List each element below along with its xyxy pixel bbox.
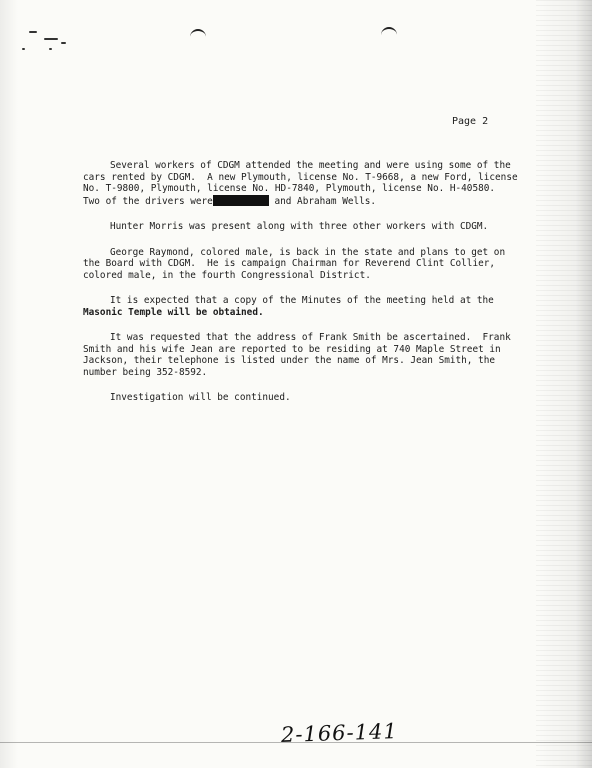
redaction-block	[213, 195, 269, 206]
text-line-redacted: Two of the drivers were and Abraham Wells.	[83, 195, 377, 207]
text-line: Smith and his wife Jean are reported to be residing at 740 Maple Street in	[83, 343, 501, 355]
scan-speck	[49, 48, 52, 50]
handwritten-file-number: 2-166-141	[280, 718, 399, 748]
paragraph-closing	[83, 392, 513, 404]
text-line: Hunter Morris was present along with three other workers with CDGM.	[110, 221, 489, 232]
memo-body	[83, 160, 518, 418]
paragraph-minutes	[83, 295, 513, 318]
text-line: cars rented by CDGM. A new Plymouth, license No. T-9668, a new Ford, license	[83, 171, 518, 183]
text-line: It was requested that the address of Frank Smith be ascertained. Frank	[110, 332, 511, 343]
scan-speck	[61, 42, 66, 44]
paragraph-george-raymond	[83, 247, 513, 282]
text-line: number being 352-8592.	[83, 366, 208, 378]
punch-hole-mark-right	[381, 27, 397, 39]
text-line: No. T-9800, Plymouth, license No. HD-7840, Plymouth, license No. H-40580.	[83, 183, 496, 194]
scan-right-edge	[536, 0, 592, 768]
text-line: colored male, in the fourth Congressional District.	[83, 269, 371, 281]
scan-speck	[29, 31, 37, 33]
paragraph-vehicles	[83, 160, 518, 207]
paragraph-hunter-morris	[83, 221, 513, 233]
scan-speck	[44, 38, 58, 40]
text-line: Masonic Temple will be obtained.	[83, 306, 264, 318]
text-line: George Raymond, colored male, is back in the state and plans to get on	[110, 246, 506, 258]
text-line: It is expected that a copy of the Minutes of the meeting held at the	[110, 295, 494, 306]
paragraph-frank-smith	[83, 332, 513, 378]
page-number: Page 2	[452, 116, 489, 127]
text-line: the Board with CDGM. He is campaign Chairman for Reverend Clint Collier,	[83, 258, 496, 269]
scan-left-edge	[0, 0, 18, 768]
scan-speck	[22, 48, 25, 50]
punch-hole-mark-left	[190, 29, 206, 41]
text-line: Several workers of CDGM attended the meeting and were using some of the	[110, 160, 511, 171]
text-line: Investigation will be continued.	[110, 392, 291, 403]
text-line: Jackson, their telephone is listed under the name of Mrs. Jean Smith, the	[83, 355, 496, 366]
